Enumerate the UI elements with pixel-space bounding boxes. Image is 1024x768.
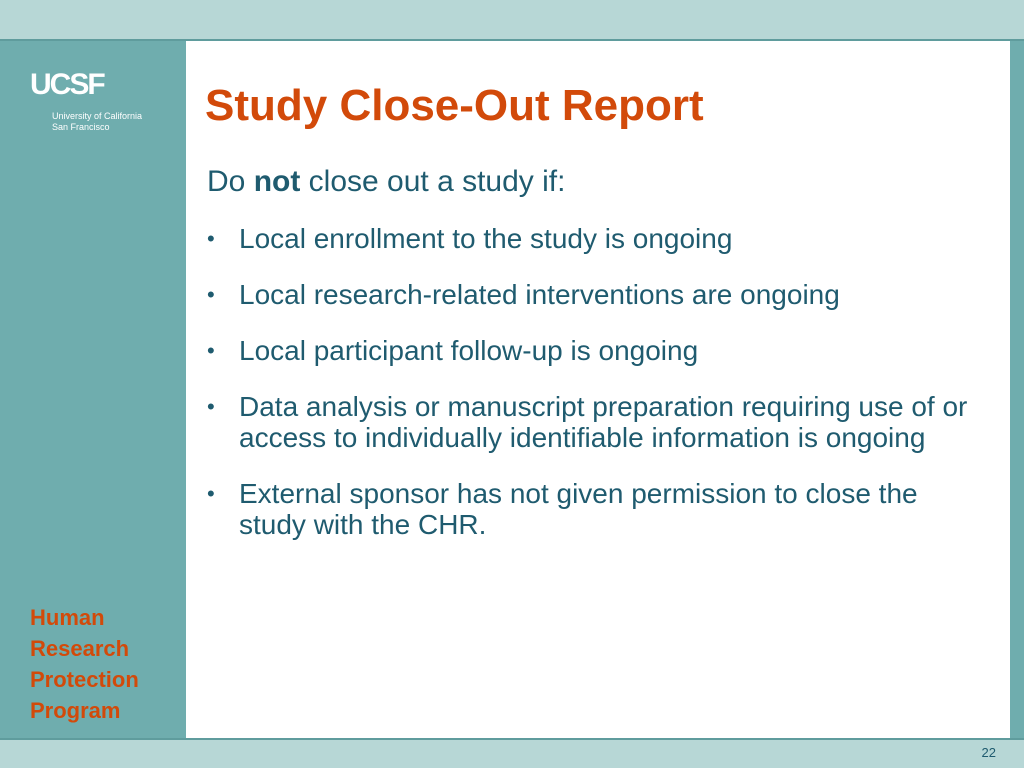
bullet-dot-icon: • xyxy=(207,282,215,307)
logo-university-line: University of California xyxy=(52,111,143,121)
slide-title: Study Close-Out Report xyxy=(205,81,704,130)
intro-prefix: Do xyxy=(207,165,254,198)
bullet-dot-icon: • xyxy=(207,338,215,363)
program-label-line-1: Human xyxy=(30,605,105,630)
intro-text xyxy=(207,164,565,200)
top-band xyxy=(0,0,1024,40)
bottom-band xyxy=(0,740,1024,768)
bullet-text: Local enrollment to the study is ongoing xyxy=(239,223,733,254)
bullet-item xyxy=(207,391,987,453)
bullet-dot-icon: • xyxy=(207,226,215,251)
bullet-dot-icon: • xyxy=(207,394,215,419)
bullet-item xyxy=(207,335,987,366)
program-label-line-4: Program xyxy=(30,698,121,723)
intro-suffix: close out a study if: xyxy=(300,165,566,198)
bullet-item xyxy=(207,279,987,310)
bullet-item xyxy=(207,223,987,254)
bullet-dot-icon: • xyxy=(207,481,215,506)
bullet-text: Local participant follow-up is ongoing xyxy=(239,335,699,366)
bullet-text: Local research-related interventions are ongoing xyxy=(239,279,840,310)
page-number: 22 xyxy=(981,745,996,760)
program-label-line-3: Protection xyxy=(30,667,139,692)
bullet-item xyxy=(207,478,987,540)
ucsf-logo-mark: UCSF xyxy=(30,68,104,101)
bullet-list xyxy=(207,223,987,565)
right-frame xyxy=(1010,41,1024,738)
logo-campus-line: San Francisco xyxy=(52,122,110,132)
bullet-text: External sponsor has not given permission to close the study with the CHR. xyxy=(239,478,918,540)
ucsf-logo xyxy=(30,70,170,140)
intro-emphasis: not xyxy=(253,165,301,198)
program-label xyxy=(30,602,180,726)
bullet-text: Data analysis or manuscript preparation requiring use of or access to individually identifiable information is ongoing xyxy=(239,391,968,453)
program-label-line-2: Research xyxy=(30,636,130,661)
